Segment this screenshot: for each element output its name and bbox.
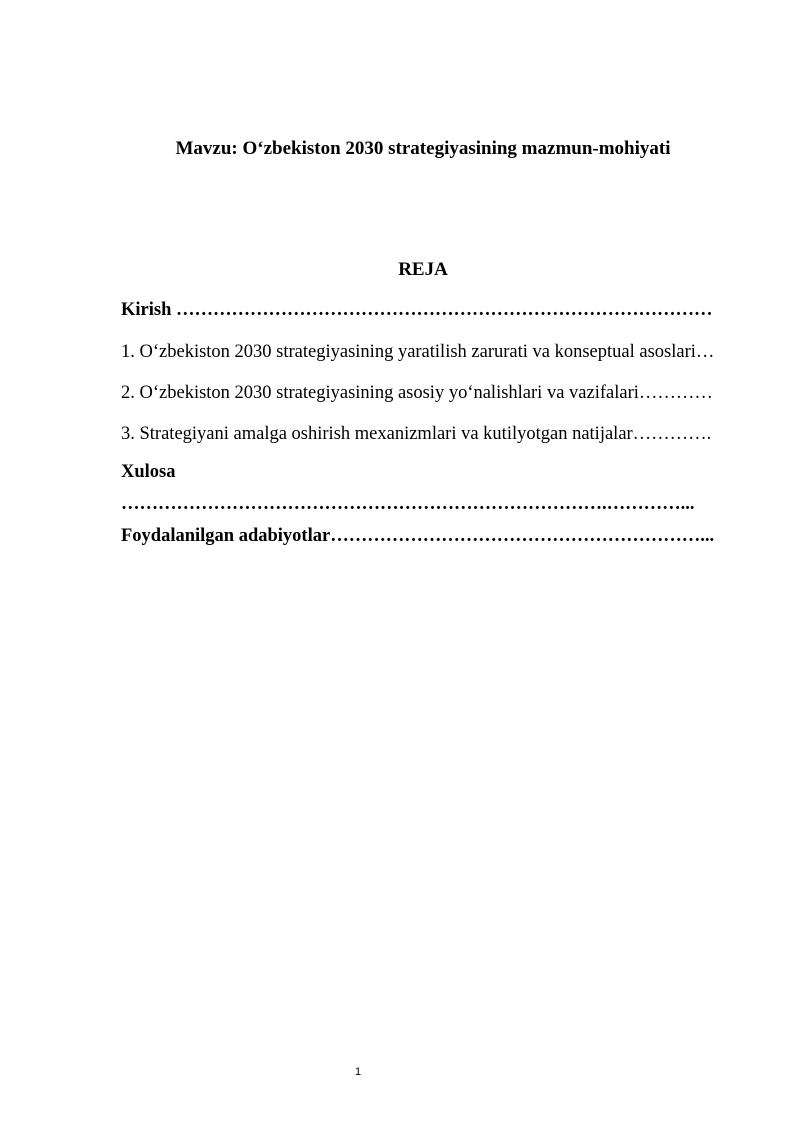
toc-item-introduction: Kirish …………………………………………………………………………… — [121, 300, 713, 320]
toc-item-2: 2. O‘zbekiston 2030 strategiyasining asosiy yo‘nalishlari va vazifalari………… — [121, 383, 713, 403]
plan-heading: REJA — [398, 259, 448, 280]
toc-item-conclusion: Xulosa — [121, 462, 176, 482]
toc-item-conclusion-leader: …………………………………………………………………….…………... — [121, 494, 695, 514]
page-number: 1 — [354, 1066, 362, 1078]
document-title: Mavzu: O‘zbekiston 2030 strategiyasining mazmun-mohiyati — [175, 138, 671, 159]
toc-item-1: 1. O‘zbekiston 2030 strategiyasining yaratilish zarurati va konseptual asoslari… — [121, 342, 715, 362]
toc-item-references: Foydalanilgan adabiyotlar……………………………………………………... — [121, 526, 715, 546]
toc-item-3: 3. Strategiyani amalga oshirish mexanizmlari va kutilyotgan natijalar…………. — [121, 424, 712, 444]
